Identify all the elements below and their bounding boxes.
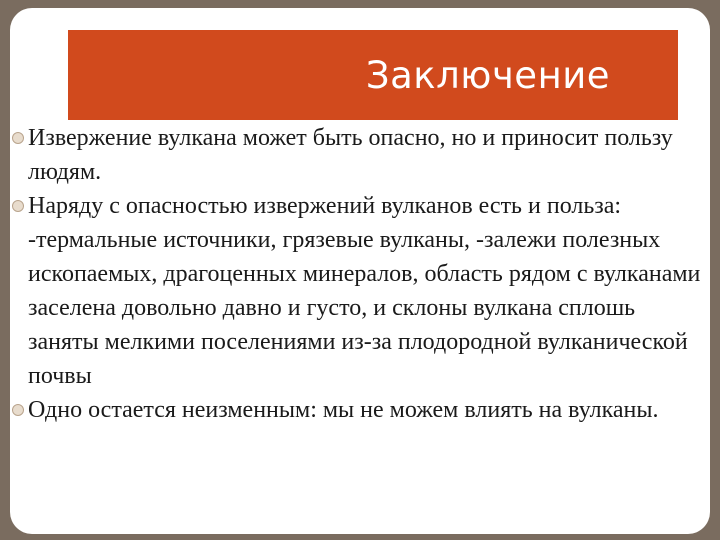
bullet-text-1: Извержение вулкана может быть опасно, но и приносит пользу людям. xyxy=(28,125,673,185)
bullet-item-1 xyxy=(10,121,710,189)
bullet-icon xyxy=(12,200,24,212)
bullet-item-2 xyxy=(10,189,710,393)
bullet-text-2: Наряду с опасностью извержений вулканов есть и польза: -термальные источники, грязевые вулканы, -залежи полезных ископаемых, драгоценных минералов, область рядом с вулканами заселена довольно давно и густо, и склоны вулкана сплошь заняты мелкими поселениями из-за плодородной вулканической почвы xyxy=(28,193,701,389)
slide xyxy=(10,8,710,534)
bullet-text-3: Одно остается неизменным: мы не можем влиять на вулканы. xyxy=(28,397,659,423)
title-bar xyxy=(68,30,678,120)
bullet-item-3 xyxy=(10,393,710,427)
bullet-list xyxy=(10,121,710,427)
bullet-icon xyxy=(12,132,24,144)
slide-title: Заключение xyxy=(365,53,611,97)
bullet-icon xyxy=(12,404,24,416)
